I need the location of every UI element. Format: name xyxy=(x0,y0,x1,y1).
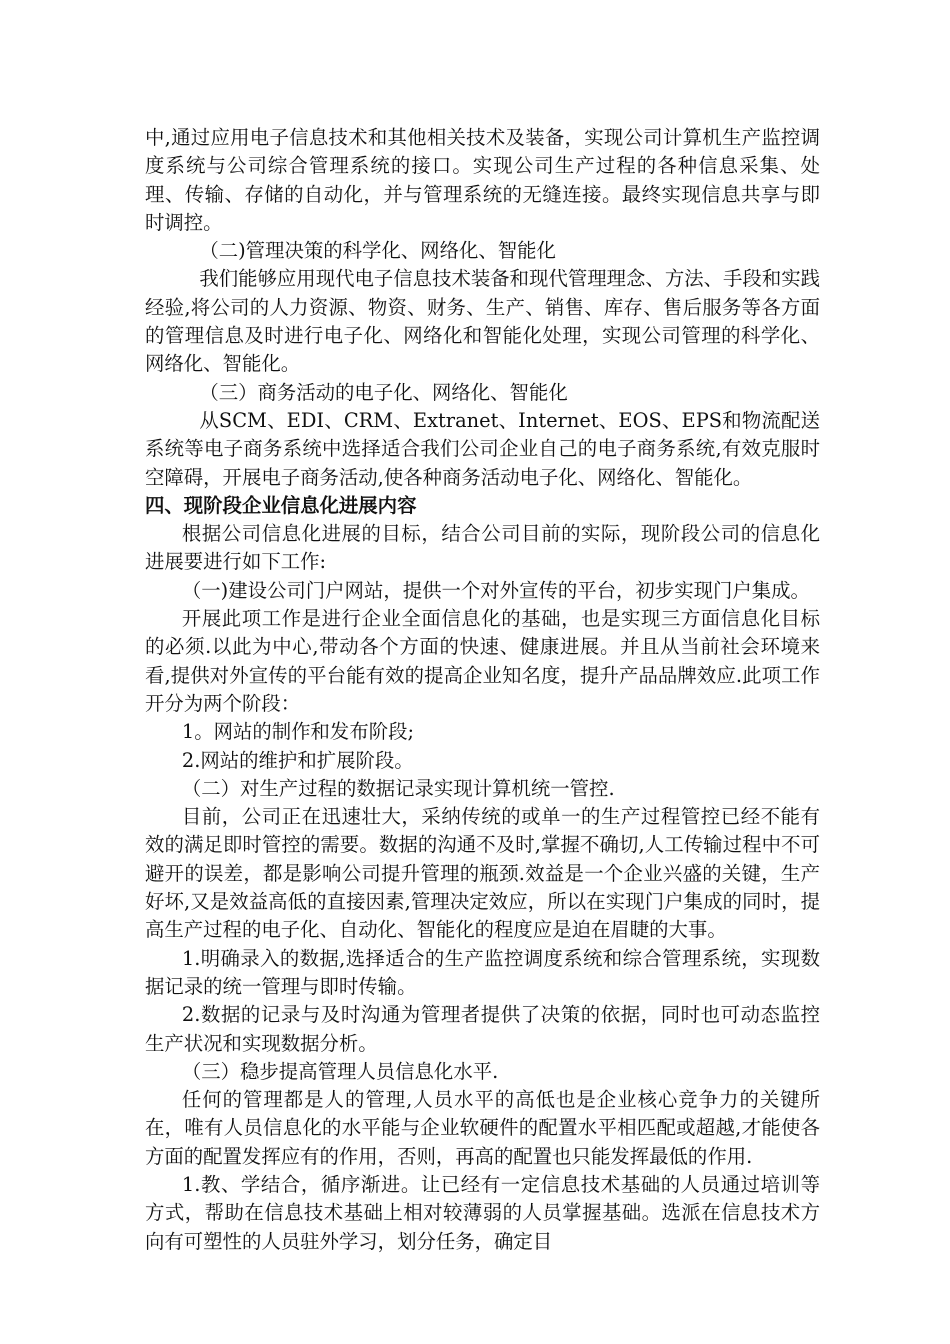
list-item-stage-2: 2.网站的维护和扩展阶段。 xyxy=(181,748,414,772)
paragraph-data-records: 2.数据的记录与及时沟通为管理者提供了决策的依据，同时也可动态监控生产状况和实现数据分析。 xyxy=(145,1003,820,1055)
list-item-stage-1: 1。网站的制作和发布阶段; xyxy=(181,720,415,744)
paragraph-portal-website: 开展此项工作是进行企业全面信息化的基础，也是实现三方面信息化目标的必须.以此为中心,带动各个方面的快速、健康进展。并且从当前社会环境来看,提供对外宣传的平台能有效的提高企业知名度，提升产品品牌效应.此项工作开分为两个阶段： xyxy=(145,607,820,715)
paragraph-production-data-control: 目前，公司正在迅速壮大，采纳传统的或单一的生产过程管控已经不能有效的满足即时管控的需要。数据的沟通不及时,掌握不确切,人工传输过程中不可避开的误差，都是影响公司提升管理的瓶颈.效益是一个企业兴盛的关键，生产好坏,又是效益高低的直接因素,管理决定效应，所以在实现门户集成的同时，提高生产过程的电子化、自动化、智能化的程度应是迫在眉睫的大事。 xyxy=(145,805,820,942)
section-heading-current-stage: 四、现阶段企业信息化进展内容 xyxy=(145,493,417,517)
item-portal-website: （一)建设公司门户网站，提供一个对外宣传的平台，初步实现门户集成。 xyxy=(181,578,810,602)
paragraph-training: 1.教、学结合，循序渐进。让已经有一定信息技术基础的人员通过培训等方式，帮助在信息技术基础上相对较薄弱的人员掌握基础。选派在信息技术方向有可塑性的人员驻外学习，划分任务，确定目 xyxy=(145,1172,820,1253)
subheading-management-decision: （二)管理决策的科学化、网络化、智能化 xyxy=(199,239,556,263)
item-staff-informatization: （三）稳步提高管理人员信息化水平. xyxy=(181,1059,499,1083)
paragraph-management-decision: 我们能够应用现代电子信息技术装备和现代管理理念、方法、手段和实践经验,将公司的人力资源、物资、财务、生产、销售、库存、售后服务等各方面的管理信息及时进行电子化、网络化和智能化处理，实现公司管理的科学化、网络化、智能化。 xyxy=(145,267,820,376)
paragraph-current-stage-intro: 根据公司信息化进展的目标，结合公司目前的实际，现阶段公司的信息化进展要进行如下工作: xyxy=(145,522,820,574)
paragraph-system-integration: 中,通过应用电子信息技术和其他相关技术及装备，实现公司计算机生产监控调度系统与公司综合管理系统的接口。实现公司生产过程的各种信息采集、处理、传输、存储的自动化，并与管理系统的无缝连接。最终实现信息共享与即时调控。 xyxy=(145,126,820,234)
paragraph-staff-informatization: 任何的管理都是人的管理,人员水平的高低也是企业核心竞争力的关键所在，唯有人员信息化的水平能与企业软硬件的配置水平相匹配或超越,才能使各方面的配置发挥应有的作用，否则，再高的配置也只能发挥最低的作用. xyxy=(145,1088,820,1168)
subheading-business-activities: （三）商务活动的电子化、网络化、智能化 xyxy=(199,380,568,404)
document-page xyxy=(145,124,820,1256)
item-production-data-control: （二）对生产过程的数据记录实现计算机统一管控. xyxy=(181,776,615,800)
paragraph-data-entry: 1.明确录入的数据,选择适合的生产监控调度系统和综合管理系统，实现数据记录的统一管理与即时传输。 xyxy=(145,946,820,998)
paragraph-business-activities: 从SCM、EDI、CRM、Extranet、Internet、EOS、EPS和物流配送系统等电子商务系统中选择适合我们公司企业自己的电子商务系统,有效克服时空障碍，开展电子商务活动,使各种商务活动电子化、网络化、智能化。 xyxy=(145,408,820,489)
